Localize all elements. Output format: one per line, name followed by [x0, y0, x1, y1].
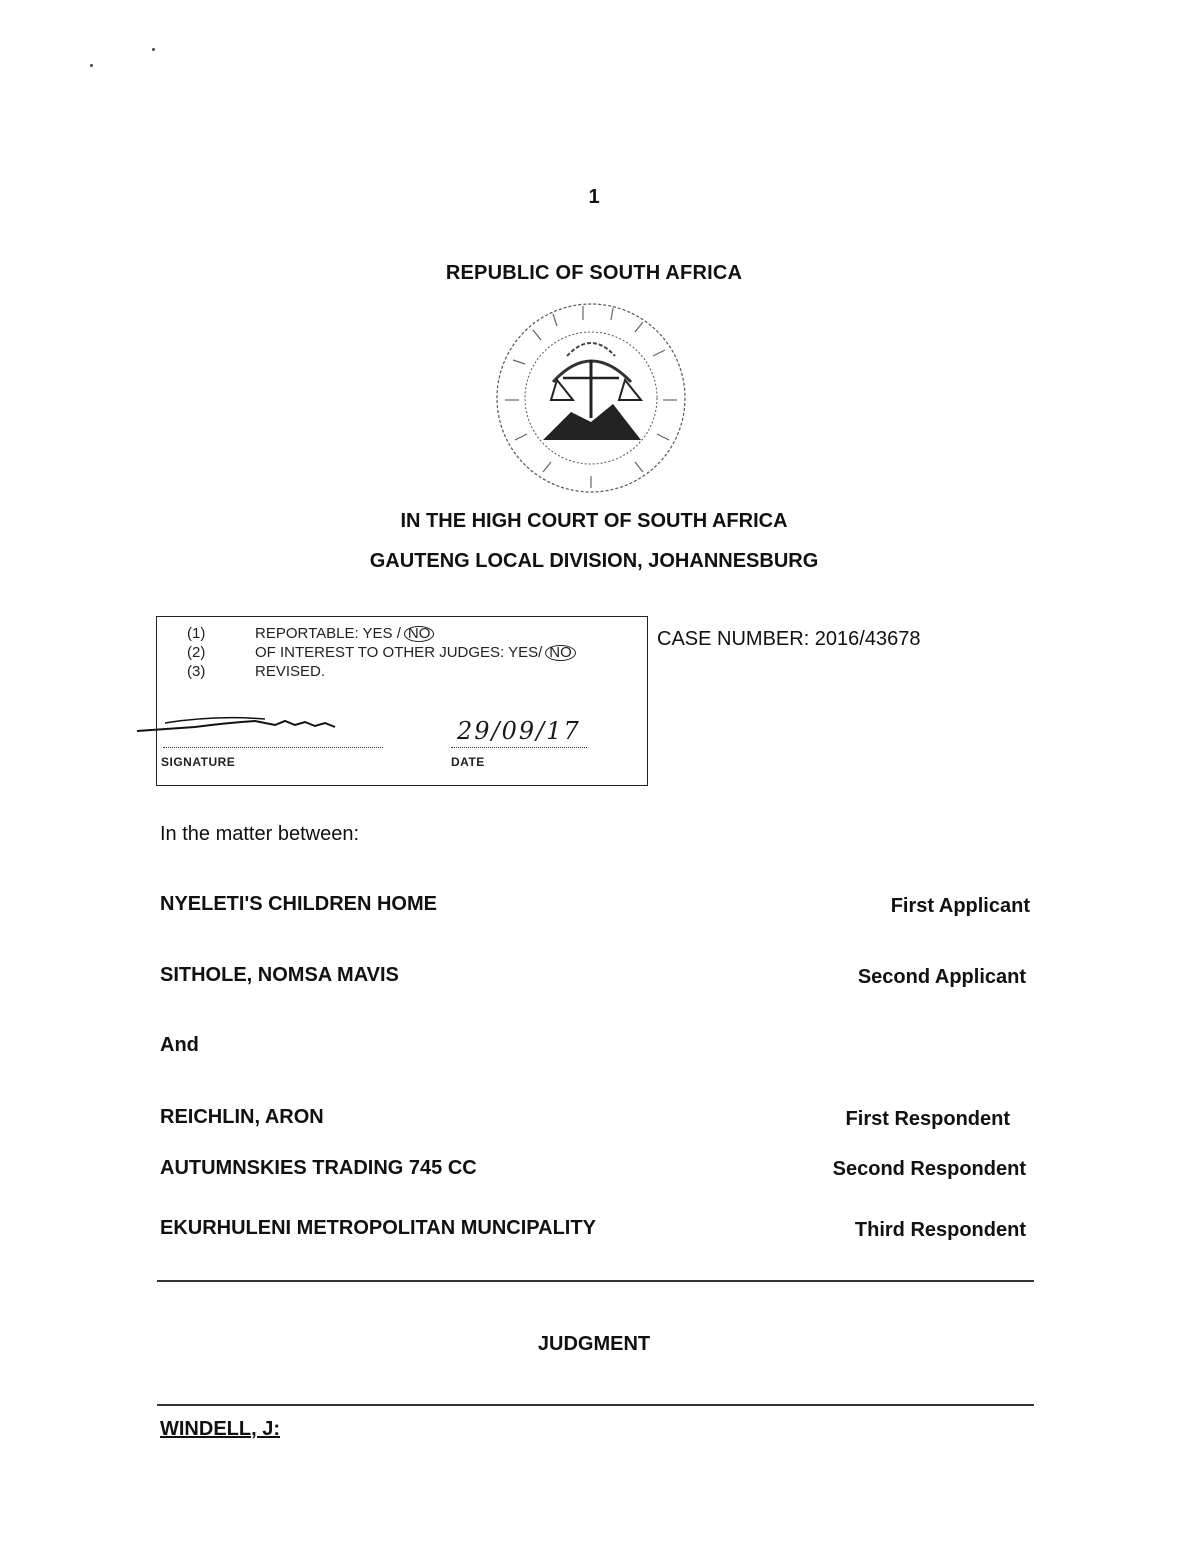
court-heading: IN THE HIGH COURT OF SOUTH AFRICA: [400, 510, 788, 532]
party-name: REICHLIN, ARON: [160, 1106, 324, 1128]
signature-scribble-icon: [135, 709, 355, 739]
stamp-item-revised: REVISED.: [255, 663, 326, 680]
conjunction: And: [160, 1034, 199, 1056]
reportability-stamp: [156, 616, 648, 786]
party-name: EKURHULENI METROPOLITAN MUNCIPALITY: [160, 1217, 596, 1239]
date-line: [451, 747, 587, 748]
date-label: DATE: [451, 755, 485, 769]
court-seal-icon: [493, 300, 689, 496]
stamp-item-number: (2): [187, 644, 206, 661]
handwritten-date: 29/09/17: [457, 717, 581, 745]
circled-answer: NO: [545, 645, 576, 661]
scan-speck: [152, 48, 155, 51]
page-number: 1: [588, 186, 600, 208]
stamp-item-label: REPORTABLE: YES /: [255, 625, 401, 642]
party-role: Third Respondent: [854, 1219, 1026, 1241]
party-role: First Respondent: [845, 1108, 1010, 1130]
signature-label: SIGNATURE: [161, 755, 236, 769]
case-number: CASE NUMBER: 2016/43678: [657, 628, 921, 650]
stamp-item-interest: [255, 644, 576, 661]
party-name: SITHOLE, NOMSA MAVIS: [160, 964, 399, 986]
judge-name: WINDELL, J:: [160, 1418, 280, 1440]
republic-heading: REPUBLIC OF SOUTH AFRICA: [445, 262, 743, 284]
stamp-item-reportable: [255, 625, 434, 642]
party-role: Second Applicant: [857, 966, 1026, 988]
division-heading: GAUTENG LOCAL DIVISION, JOHANNESBURG: [369, 550, 819, 572]
stamp-item-number: (3): [187, 663, 206, 680]
judgment-title: JUDGMENT: [537, 1333, 651, 1355]
divider-rule: [157, 1404, 1034, 1406]
matter-intro: In the matter between:: [160, 823, 360, 845]
party-name: AUTUMNSKIES TRADING 745 CC: [160, 1157, 477, 1179]
signature-line: [163, 747, 383, 748]
circled-answer: NO: [404, 626, 435, 642]
party-name: NYELETI'S CHILDREN HOME: [160, 893, 437, 915]
stamp-item-number: (1): [187, 625, 206, 642]
scan-speck: [90, 64, 93, 67]
stamp-item-label: OF INTEREST TO OTHER JUDGES: YES/: [255, 644, 543, 661]
party-role: Second Respondent: [832, 1158, 1026, 1180]
divider-rule: [157, 1280, 1034, 1282]
party-role: First Applicant: [890, 895, 1030, 917]
